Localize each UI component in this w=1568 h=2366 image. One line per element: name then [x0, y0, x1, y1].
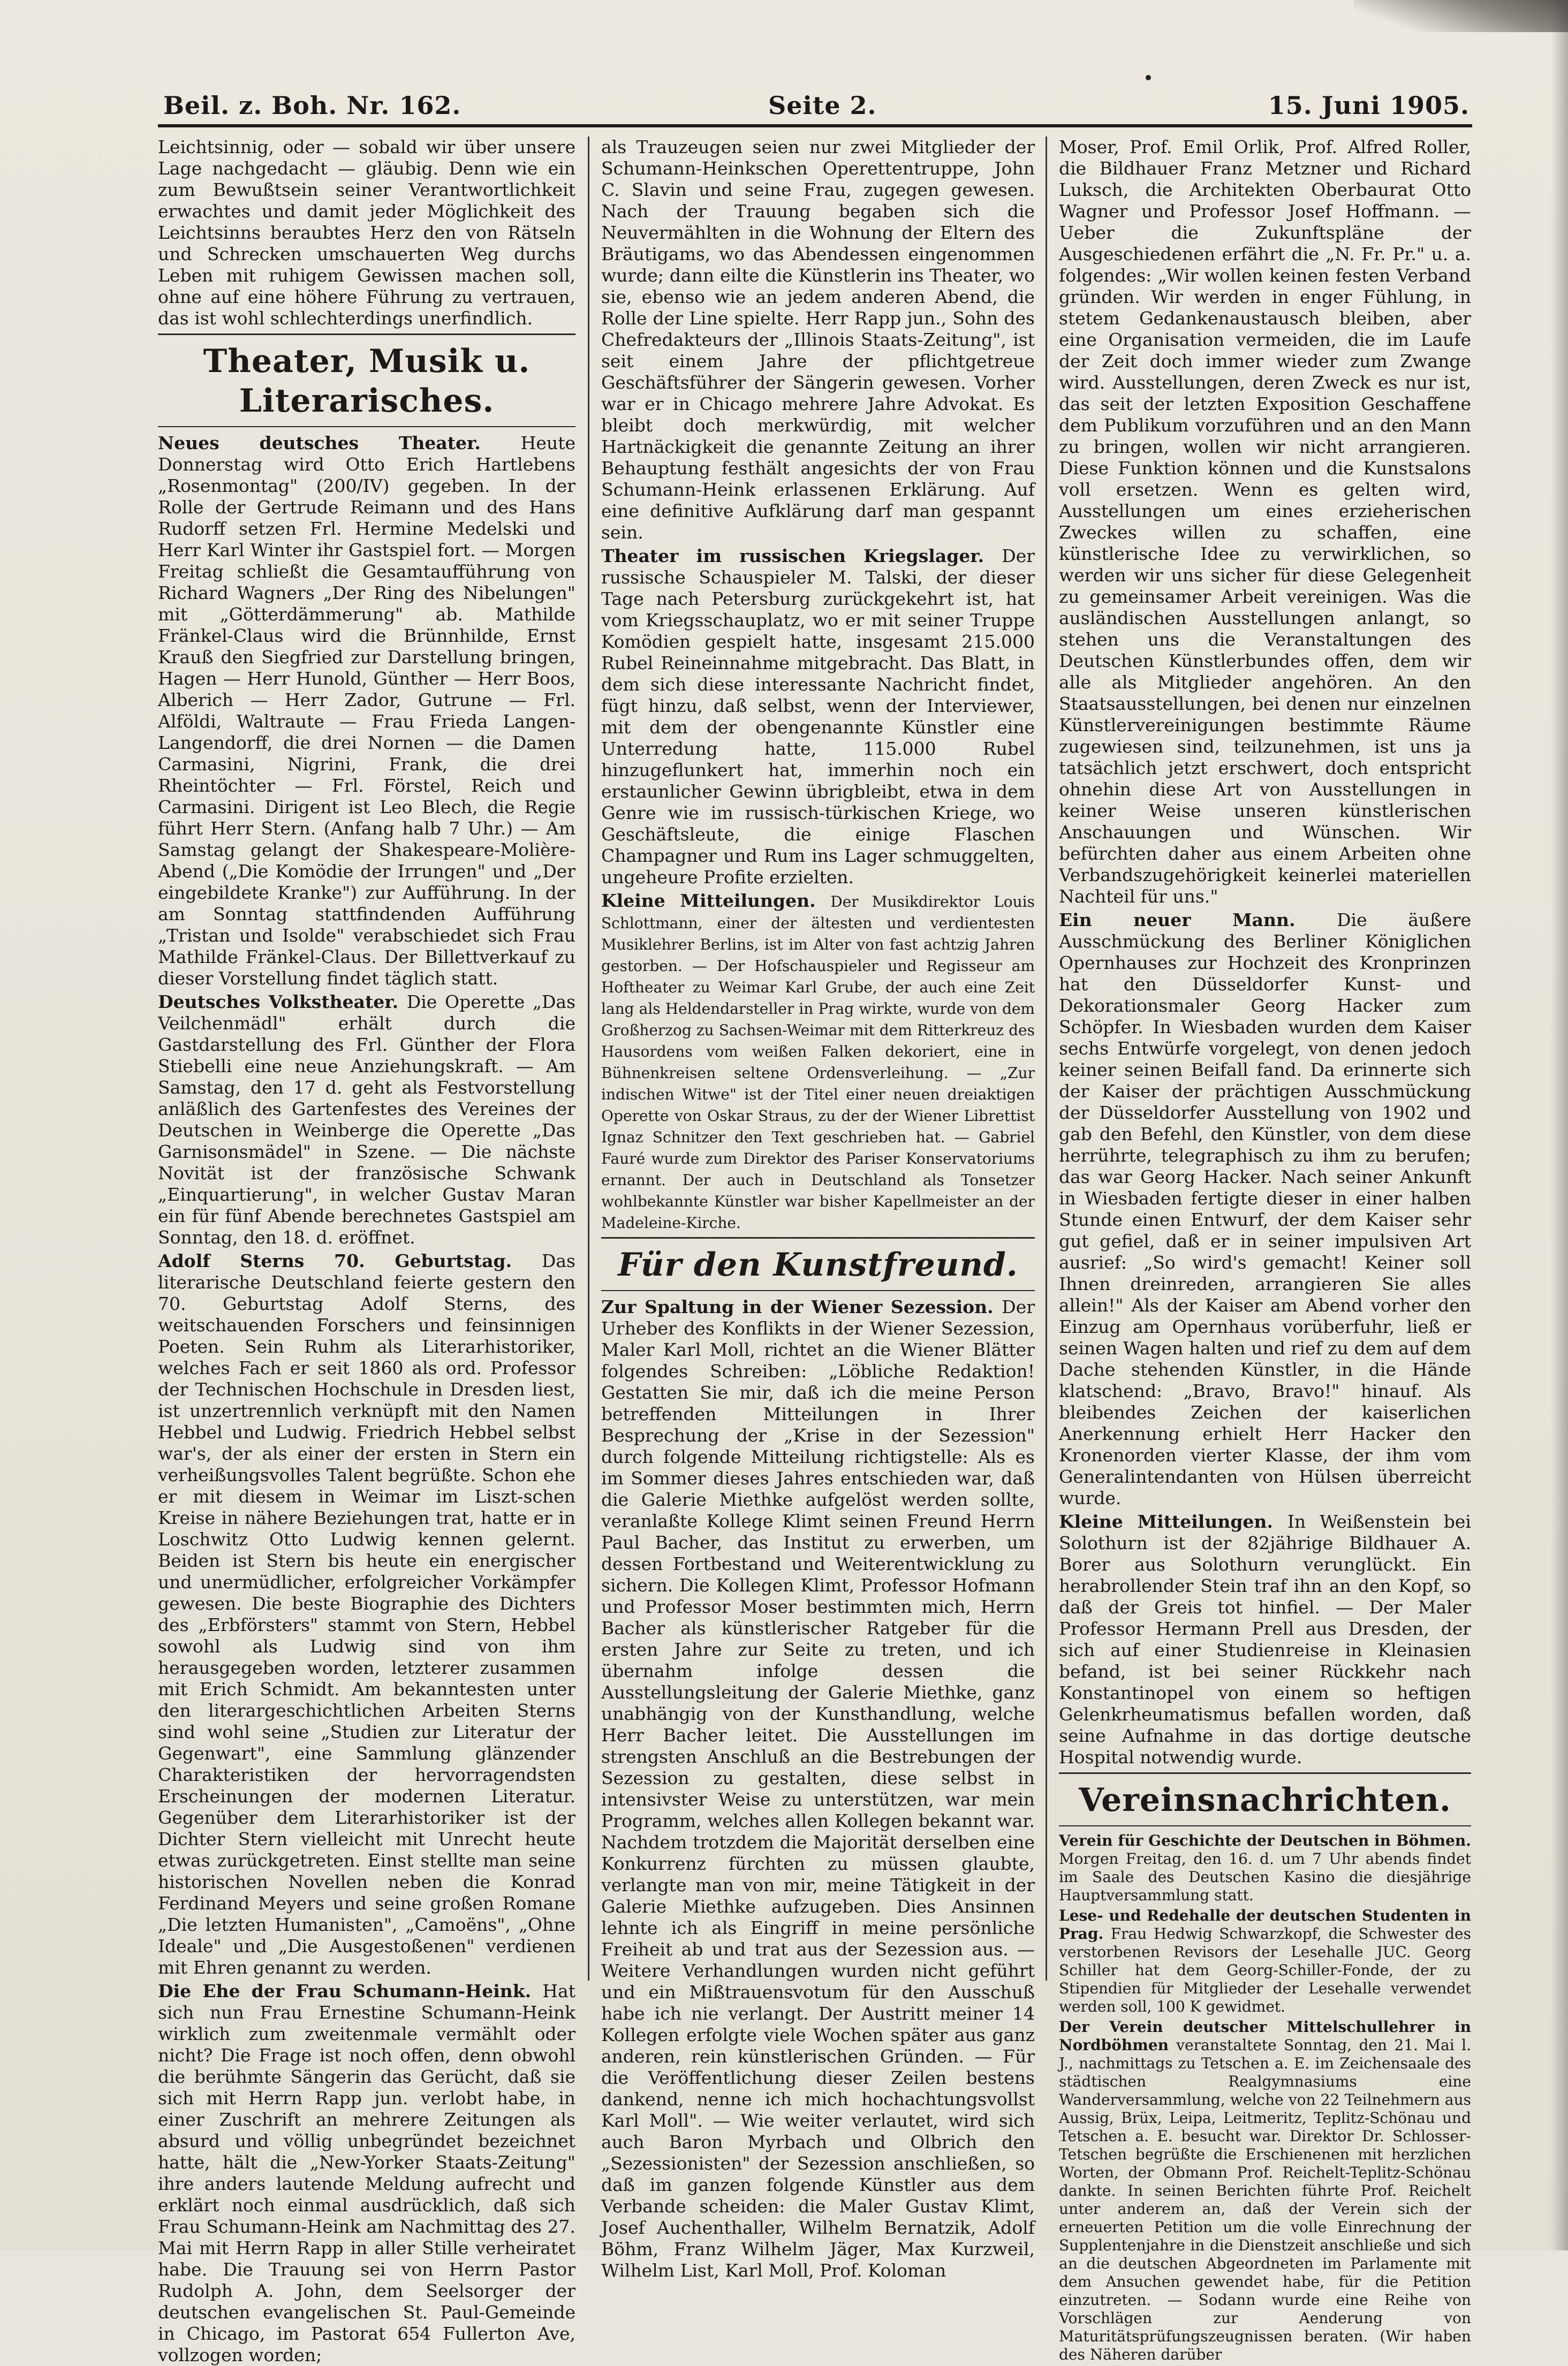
column-3: [1059, 136, 1471, 2363]
section-rule: [1059, 1772, 1471, 1774]
section-title-kunstfreund: Für den Kunstfreund.: [618, 1246, 1018, 1284]
article-title: Zur Spaltung in der Wiener Sezession.: [601, 1296, 1002, 1317]
article: [1059, 2018, 1471, 2364]
article: [158, 433, 575, 989]
article: [1059, 1511, 1471, 1768]
section-rule: [158, 426, 575, 427]
page-header: [163, 91, 1469, 128]
section-rule: [1059, 1825, 1471, 1826]
article-continuation: Moser, Prof. Emil Orlik, Prof. Alfred Roller, die Bildhauer Franz Metzner und Richard Luksch, die Architekten Oberbaurat Otto Wagner und Professor Josef Hoffmann. — Ueber die Zukunftspläne der Ausgeschiedenen erfährt die „N. Fr. Pr." u. a. folgendes: „Wir wollen keinen festen Verband gründen. Wir werden in enger Fühlung, in stetem Gedankenaustausch bleiben, aber eine Organisation vermeiden, die im Laufe der Zeit doch immer wieder zum Zwange wird. Ausstellungen, deren Zweck es nur ist, das seit der letzten Exposition Geschaffene dem Publikum vorzuführen und an den Mann zu bringen, wollen wir nicht arrangieren. Diese Funktion können und die Kunstsalons voll ersetzen. Wenn es gelten wird, Ausstellungen um eines erzieherischen Zweckes willen zu schaffen, eine künstlerische Idee zu verwirklichen, so werden wir uns sicher für diese Gelegenheit zu gemeinsamer Arbeit vereinigen. Was die ausländischen Ausstellungen anlangt, so stehen uns die Veranstaltungen des Deutschen Künstlerbundes offen, dem wir alle als Mitglieder angehören. An den Staatsausstellungen, bei denen nur einzelnen Künstlervereinigungen bestimmte Räume zugewiesen sind, teilzunehmen, ist uns ja tatsächlich jetzt erschwert, doch entspricht ohnehin diese Art von Ausstellungen in keiner Weise unseren künstlerischen Anschauungen und Wünschen. Wir befürchten daher aus einem Arbeiten ohne Verbandszugehörigkeit keinerlei materiellen Nachteil für uns.": [1059, 136, 1471, 907]
section-rule: [601, 1290, 1035, 1291]
article-body: Heute Donnerstag wird Otto Erich Hartlebens „Rosenmontag" (200/IV) gegeben. In der Rolle der Gertrude Reimann und des Hans Rudorff setzen Frl. Hermine Medelski und Herr Karl Winter ihr Gastspiel fort. — Morgen Freitag schließt die Gesamtaufführung von Richard Wagners „Der Ring des Nibelungen" mit „Götterdämmerung" ab. Mathilde Fränkel-Claus wird die Brünnhilde, Ernst Krauß den Siegfried zur Darstellung bringen, Hagen — Herr Hunold, Günther — Herr Boos, Alberich — Herr Zador, Gutrune — Frl. Alföldi, Waltraute — Frau Frieda Langen-Langendorff, die drei Nornen — die Damen Carmasini, Nigrini, Frank, die drei Rheintöchter — Frl. Förstel, Reich und Carmasini. Dirigent ist Leo Blech, die Regie führt Herr Stern. (Anfang halb 7 Uhr.) — Am Samstag gelangt der Shakespeare-Molière-Abend („Die Komödie der Irrungen" und „Der eingebildete Kranke") zur Aufführung. In der am Sonntag stattfindenden Aufführung „Tristan und Isolde" verabschiedet sich Frau Mathilde Fränkel-Claus. Der Billettverkauf zu dieser Vorstellung findet täglich statt.: [158, 433, 575, 989]
header-date: 15. Juni 1905.: [1268, 91, 1469, 120]
article: [158, 1250, 575, 1978]
article-title: Deutsches Volkstheater.: [158, 991, 407, 1012]
article-body: Die Operette „Das Veilchenmädl" erhält durch die Gastdarstellung des Frl. Günther der Flora Stiebelli eine neue Anziehungskraft. — Am Samstag, den 17 d. geht als Festvorstellung anläßlich des Gartenfestes des Vereines der Deutschen in Weinberge die Operette „Das Garnisonsmädel" in Szene. — Die nächste Novität ist der französische Schwank „Einquartierung", in welcher Gustav Maran ein für fünf Abende berechnetes Gastspiel am Sonntag, den 18. d. eröffnet.: [158, 991, 576, 1248]
ink-speck: [1146, 75, 1151, 80]
article-body: Der Musikdirektor Louis Schlottmann, einer der ältesten und verdientesten Musiklehrer Berlins, ist im Alter von fast achtzig Jahren gestorben. — Der Hofschauspieler und Regisseur am Hoftheater zu Weimar Karl Grube, der auch eine Zeit lang als Heldendarsteller in Prag wirkte, wurde von dem Großherzog zu Sachsen-Weimar mit dem Ritterkreuz des Hausordens vom weißen Falken dekoriert, eine in Bühnenkreisen seltene Ordensverleihung. — „Zur indischen Witwe" ist der Titel einer neuen dreiaktigen Operette von Oskar Straus, zu der der Wiener Librettist Ignaz Schnitzer den Text geschrieben hat. — Gabriel Fauré wurde zum Direktor des Pariser Konservatoriums ernannt. Der auch in Deutschland als Tonsetzer wohlbekannte Künstler war bisher Kapellmeister an der Madeleine-Kirche.: [601, 893, 1035, 1232]
article-body: Das literarische Deutschland feierte gestern den 70. Geburtstag Adolf Sterns, des weitschauenden Forschers und feinsinnigen Poeten. Sein Ruhm als Literarhistoriker, welches Fach er seit 1860 als ord. Professor der Technischen Hochschule in Dresden liest, ist unzertrennlich verknüpft mit den Namen Hebbel und Ludwig. Friedrich Hebbel selbst war's, der als einer der ersten in Stern ein verheißungsvolles Talent begrüßte. Schon ehe er mit diesem in Weimar im Liszt-schen Kreise in nähere Beziehungen trat, hatte er in Loschwitz Otto Ludwig kennen gelernt. Beiden ist Stern bis heute ein energischer und unermüdlicher, erfolgreicher Vorkämpfer gewesen. Die beste Biographie des Dichters des „Erbförsters" stammt von Stern, Hebbel sowohl als Ludwig sind von ihm herausgegeben worden, letzterer zusammen mit Erich Schmidt. Am bekanntesten unter den literargeschichtlichen Arbeiten Sterns sind wohl seine „Studien zur Literatur der Gegenwart", eine Sammlung glänzender Charakteristiken der hervorragendsten Erscheinungen der modernen Literatur. Gegenüber dem Literarhistoriker ist der Dichter Stern vielleicht mit Unrecht heute etwas zurückgetreten. Einst stellte man seine historischen Novellen neben die Konrad Ferdinand Meyers und seine großen Romane „Die letzten Humanisten", „Camoëns", „Ohne Ideale" und „Die Ausgestoßenen" verdienen mit Ehren genannt zu werden.: [158, 1250, 575, 1978]
article-title: Verein für Geschichte der Deutschen in Böhmen.: [1059, 1832, 1471, 1849]
header-page-number: Seite 2.: [768, 91, 877, 120]
article-body: Die äußere Ausschmückung des Berliner Königlichen Opernhauses zur Hochzeit des Kronprinzen hat den Düsseldorfer Kunst- und Dekorationsmaler Georg Hacker zum Schöpfer. In Wiesbaden wurden dem Kaiser sechs Entwürfe vorgelegt, von denen jedoch keiner seinen Beifall fand. Da erinnerte sich der Kaiser der prächtigen Ausschmückung der Düsseldorfer Ausstellung von 1902 und gab den Befehl, den Künstler, von dem diese herrührte, telegraphisch zu ihm zu berufen; das war Georg Hacker. Nach seiner Ankunft in Wiesbaden fertigte dieser in einer halben Stunde einen Entwurf, der dem Kaiser sehr gut gefiel, daß er in seiner impulsiven Art ausrief: „So wird's gemacht! Keiner soll Ihnen dreinreden, arrangieren Sie alles allein!" Als der Kaiser am Abend vorher den Einzug am Opernhaus vorüberfuhr, ließ er seinen Wagen halten und rief zu dem auf dem Dache stehenden Künstler, in die Hände klatschend: „Bravo, Bravo!" hinauf. Als bleibendes Zeichen der kaiserlichen Anerkennung erhielt Herr Hacker den Kronenorden vierter Klasse, der ihm vom Generalintendanten von Hülsen überreicht wurde.: [1059, 909, 1471, 1508]
article-title: Kleine Mitteilungen.: [1059, 1511, 1287, 1532]
article: [601, 545, 1035, 888]
article: [601, 1296, 1035, 2281]
article-title: Theater im russischen Kriegslager.: [601, 545, 1002, 566]
header-rule: [158, 124, 1472, 127]
article: [158, 1981, 575, 2366]
article-body: Der Urheber des Konflikts in der Wiener Sezession, Maler Karl Moll, richtet an die Wiener Blätter folgendes Schreiben: „Löbliche Redaktion! Gestatten Sie mir, daß ich die meine Person betreffenden Mitteilungen in Ihrer Besprechung der „Krise in der Sezession" durch folgende Mitteilung richtigstelle: Als es im Sommer dieses Jahres entschieden war, daß die Galerie Miethke aufgelöst werden sollte, veranlaßte Kollege Klimt seinen Freund Herrn Paul Bacher, das Institut zu erwerben, um dessen Fortbestand und Weiterentwicklung zu sichern. Die Kollegen Klimt, Professor Hofmann und Professor Moser bestimmten mich, Herrn Bacher als künstlerischer Ratgeber für die ersten Jahre zur Seite zu treten, und ich übernahm infolge dessen die Ausstellungsleitung der Galerie Miethke, ganz unabhängig von der Kunsthandlung, welche Herr Bacher leitet. Die Ausstellungen im strengsten Anschluß an die Bestrebungen der Sezession zu gestalten, diese selbst in intensivster Weise zu unterstützen, war mein Programm, welches allen Kollegen bekannt war. Nachdem trotzdem die Majorität derselben eine Konkurrenz fürchten zu müssen glaubte, verlangte man von mir, meine Tätigkeit in der Galerie Miethke aufzugeben. Dies Ansinnen lehnte ich als Eingriff in meine persönliche Freiheit ab und trat aus der Sezession aus. — Weitere Verhandlungen wurden nicht geführt und ein Mißtrauensvotum für den Ausschuß habe ich nie verlangt. Der Austritt meiner 14 Kollegen erfolgte viele Wochen später aus ganz anderen, rein künstlerischen Gründen. — Für die Veröffentlichung dieser Zeilen bestens dankend, nenne ich mich hochachtungsvollst Karl Moll". — Wie weiter verlautet, wird sich auch Baron Myrbach und Olbrich den „Sezessionisten" der Sezession anschließen, so daß im ganzen folgende Künstler aus dem Verbande scheiden: die Maler Gustav Klimt, Josef Auchenthaller, Wilhelm Bernatzik, Adolf Böhm, Franz Wilhelm Jäger, Max Kurzweil, Wilhelm List, Karl Moll, Prof. Koloman: [601, 1296, 1035, 2281]
article-title: Adolf Sterns 70. Geburtstag.: [158, 1250, 542, 1271]
column-divider-1: [588, 136, 589, 1981]
article-title: Lese- und Redehalle der deutschen Studenten in Prag.: [1059, 1907, 1471, 1943]
article-title: Neues deutsches Theater.: [158, 433, 521, 453]
article-body: Der russische Schauspieler M. Talski, der dieser Tage nach Petersburg zurückgekehrt ist, hat vom Kriegsschauplatz, wo er mit seiner Truppe Komödien gespielt hatte, insgesamt 215.000 Rubel Reineinnahme mitgebracht. Das Blatt, in dem sich diese interessante Nachricht findet, fügt hinzu, daß selbst, wenn der Interviewer, mit dem der obengenannte Künstler eine Unterredung hatte, 115.000 Rubel hinzugeflunkert hat, immerhin noch ein erstaunlicher Gewinn übrigbleibt, etwa in dem Genre wie im russisch-türkischen Kriege, wo Geschäftsleute, die einige Flaschen Champagner und Rum ins Lager schmuggelten, ungeheure Profite erzielten.: [601, 545, 1035, 888]
article-body: veranstaltete Sonntag, den 21. Mai l. J., nachmittags zu Tetschen a. E. im Zeichensaale des städtischen Realgymnasiums eine Wanderversammlung, welche von 22 Teilnehmern aus Aussig, Brüx, Leipa, Leitmeritz, Teplitz-Schönau und Tetschen a. E. besucht war. Direktor Dr. Schlosser-Tetschen begrüßte die Erschienenen mit herzlichen Worten, der Obmann Prof. Reichelt-Teplitz-Schönau dankte. In seinen Berichten führte Prof. Reichelt unter anderem an, daß der Verein sich der erneuerten Petition um die volle Einrechnung der Supplentenjahre in die Dienstzeit anschließe und sich an die deutschen Abgeordneten im Parlamente mit dem Ansuchen gewendet habe, für die Petition einzutreten. — Sodann wurde eine Reihe von Vorschlägen zur Aenderung von Maturitätsprüfungszeugnissen beraten. (Wir haben des Näheren darüber: [1059, 2036, 1471, 2363]
column-divider-2: [1046, 136, 1047, 1981]
article: [1059, 1907, 1471, 2016]
article: [1059, 1832, 1471, 1905]
column-1: [158, 136, 576, 2365]
article-body: Morgen Freitag, den 16. d. um 7 Uhr abends findet im Saale des Deutschen Kasino die diesjährige Hauptversammlung statt.: [1059, 1850, 1471, 1904]
section-title-theater: Theater, Musik u. Literarisches.: [203, 343, 531, 420]
section-rule: [158, 333, 575, 335]
article-body: In Weißenstein bei Solothurn ist der 82jährige Bildhauer A. Borer aus Solothurn verunglückt. Ein herabrollender Stein traf ihn an den Kopf, so daß der Greis tot hinfiel. — Der Maler Professor Hermann Prell aus Dresden, der sich auf einer Studienreise in Kleinasien befand, ist bei seiner Rückkehr nach Konstantinopel von einem so heftigen Gelenkrheumatismus befallen worden, daß seine Aufnahme in das dortige deutsche Hospital notwendig wurde.: [1059, 1511, 1471, 1768]
article: [1059, 909, 1471, 1509]
article-title: Der Verein deutscher Mittelschullehrer in Nordböhmen: [1059, 2018, 1471, 2054]
article: [158, 991, 575, 1248]
column-2: [601, 136, 1035, 2281]
intro-paragraph: Leichtsinnig, oder — sobald wir über unsere Lage nachgedacht — gläubig. Denn wie ein zum Bewußtsein seiner Verantwortlichkeit erwachtes und damit jeder Möglichkeit des Leichtsinns beraubtes Herz den von Rätseln und Schrecken umschauerten Weg durchs Leben mit ruhigem Gewissen machen soll, ohne auf eine höhere Führung zu vertrauen, das ist wohl schlechterdings unerfindlich.: [158, 136, 575, 329]
header-issue: Beil. z. Boh. Nr. 162.: [163, 91, 461, 120]
article-continuation: als Trauzeugen seien nur zwei Mitglieder der Schumann-Heinkschen Operettentruppe, John C. Slavin und seine Frau, zugegen gewesen. Nach der Trauung begaben sich die Neuvermählten in die Wohnung der Eltern des Bräutigams, wo das Abendessen eingenommen wurde; dann eilte die Künstlerin ins Theater, wo sie, ebenso wie an jedem anderen Abend, die Rolle der Line spielte. Herr Rapp jun., Sohn des Chefredakteurs der „Illinois Staats-Zeitung", ist seit einem Jahre der pflichtgetreue Geschäftsführer der Sängerin gewesen. Vorher war er in Chicago mehrere Jahre Advokat. Es bleibt doch merkwürdig, mit welcher Hartnäckigkeit die genannte Zeitung an ihrer Behauptung festhält angesichts der von Frau Schumann-Heink erlassenen Erklärung. Auf eine definitive Aufklärung darf man gespannt sein.: [601, 136, 1035, 543]
article-body: Hat sich nun Frau Ernestine Schumann-Heink wirklich zum zweitenmale vermählt oder nicht? Die Frage ist noch offen, denn obwohl die berühmte Sängerin das Gerücht, daß sie sich mit Herrn Rapp jun. verlobt habe, in einer Zuschrift an mehrere Zeitungen als absurd und völlig unbegründet bezeichnet hatte, hält die „New-Yorker Staats-Zeitung" ihre anders lautende Meldung aufrecht und erklärt noch einmal ausdrücklich, daß sich Frau Schumann-Heink am Nachmittag des 27. Mai mit Herrn Rapp in aller Stille verheiratet habe. Die Trauung sei von Herrn Pastor Rudolph A. John, dem Seelsorger der deutschen evangelischen St. Paul-Gemeinde in Chicago, im Pastorat 654 Fullerton Ave, vollzogen worden;: [158, 1981, 575, 2365]
article-title: Kleine Mitteilungen.: [601, 890, 831, 911]
article-title: Die Ehe der Frau Schumann-Heink.: [158, 1981, 543, 2001]
article-title: Ein neuer Mann.: [1059, 909, 1337, 930]
article: [601, 890, 1035, 1233]
page-corner-shadow: [1354, 0, 1568, 32]
section-rule: [601, 1237, 1035, 1239]
section-title-vereine: Vereinsnachrichten.: [1079, 1781, 1451, 1819]
page-edge-shadow: [1551, 0, 1568, 2250]
article-body: Frau Hedwig Schwarzkopf, die Schwester des verstorbenen Revisors der Lesehalle JUC. Georg Schiller hat dem Georg-Schiller-Fonde, der zu Stipendien für Mitglieder der Lesehalle verwendet werden soll, 100 K gewidmet.: [1059, 1925, 1471, 2015]
